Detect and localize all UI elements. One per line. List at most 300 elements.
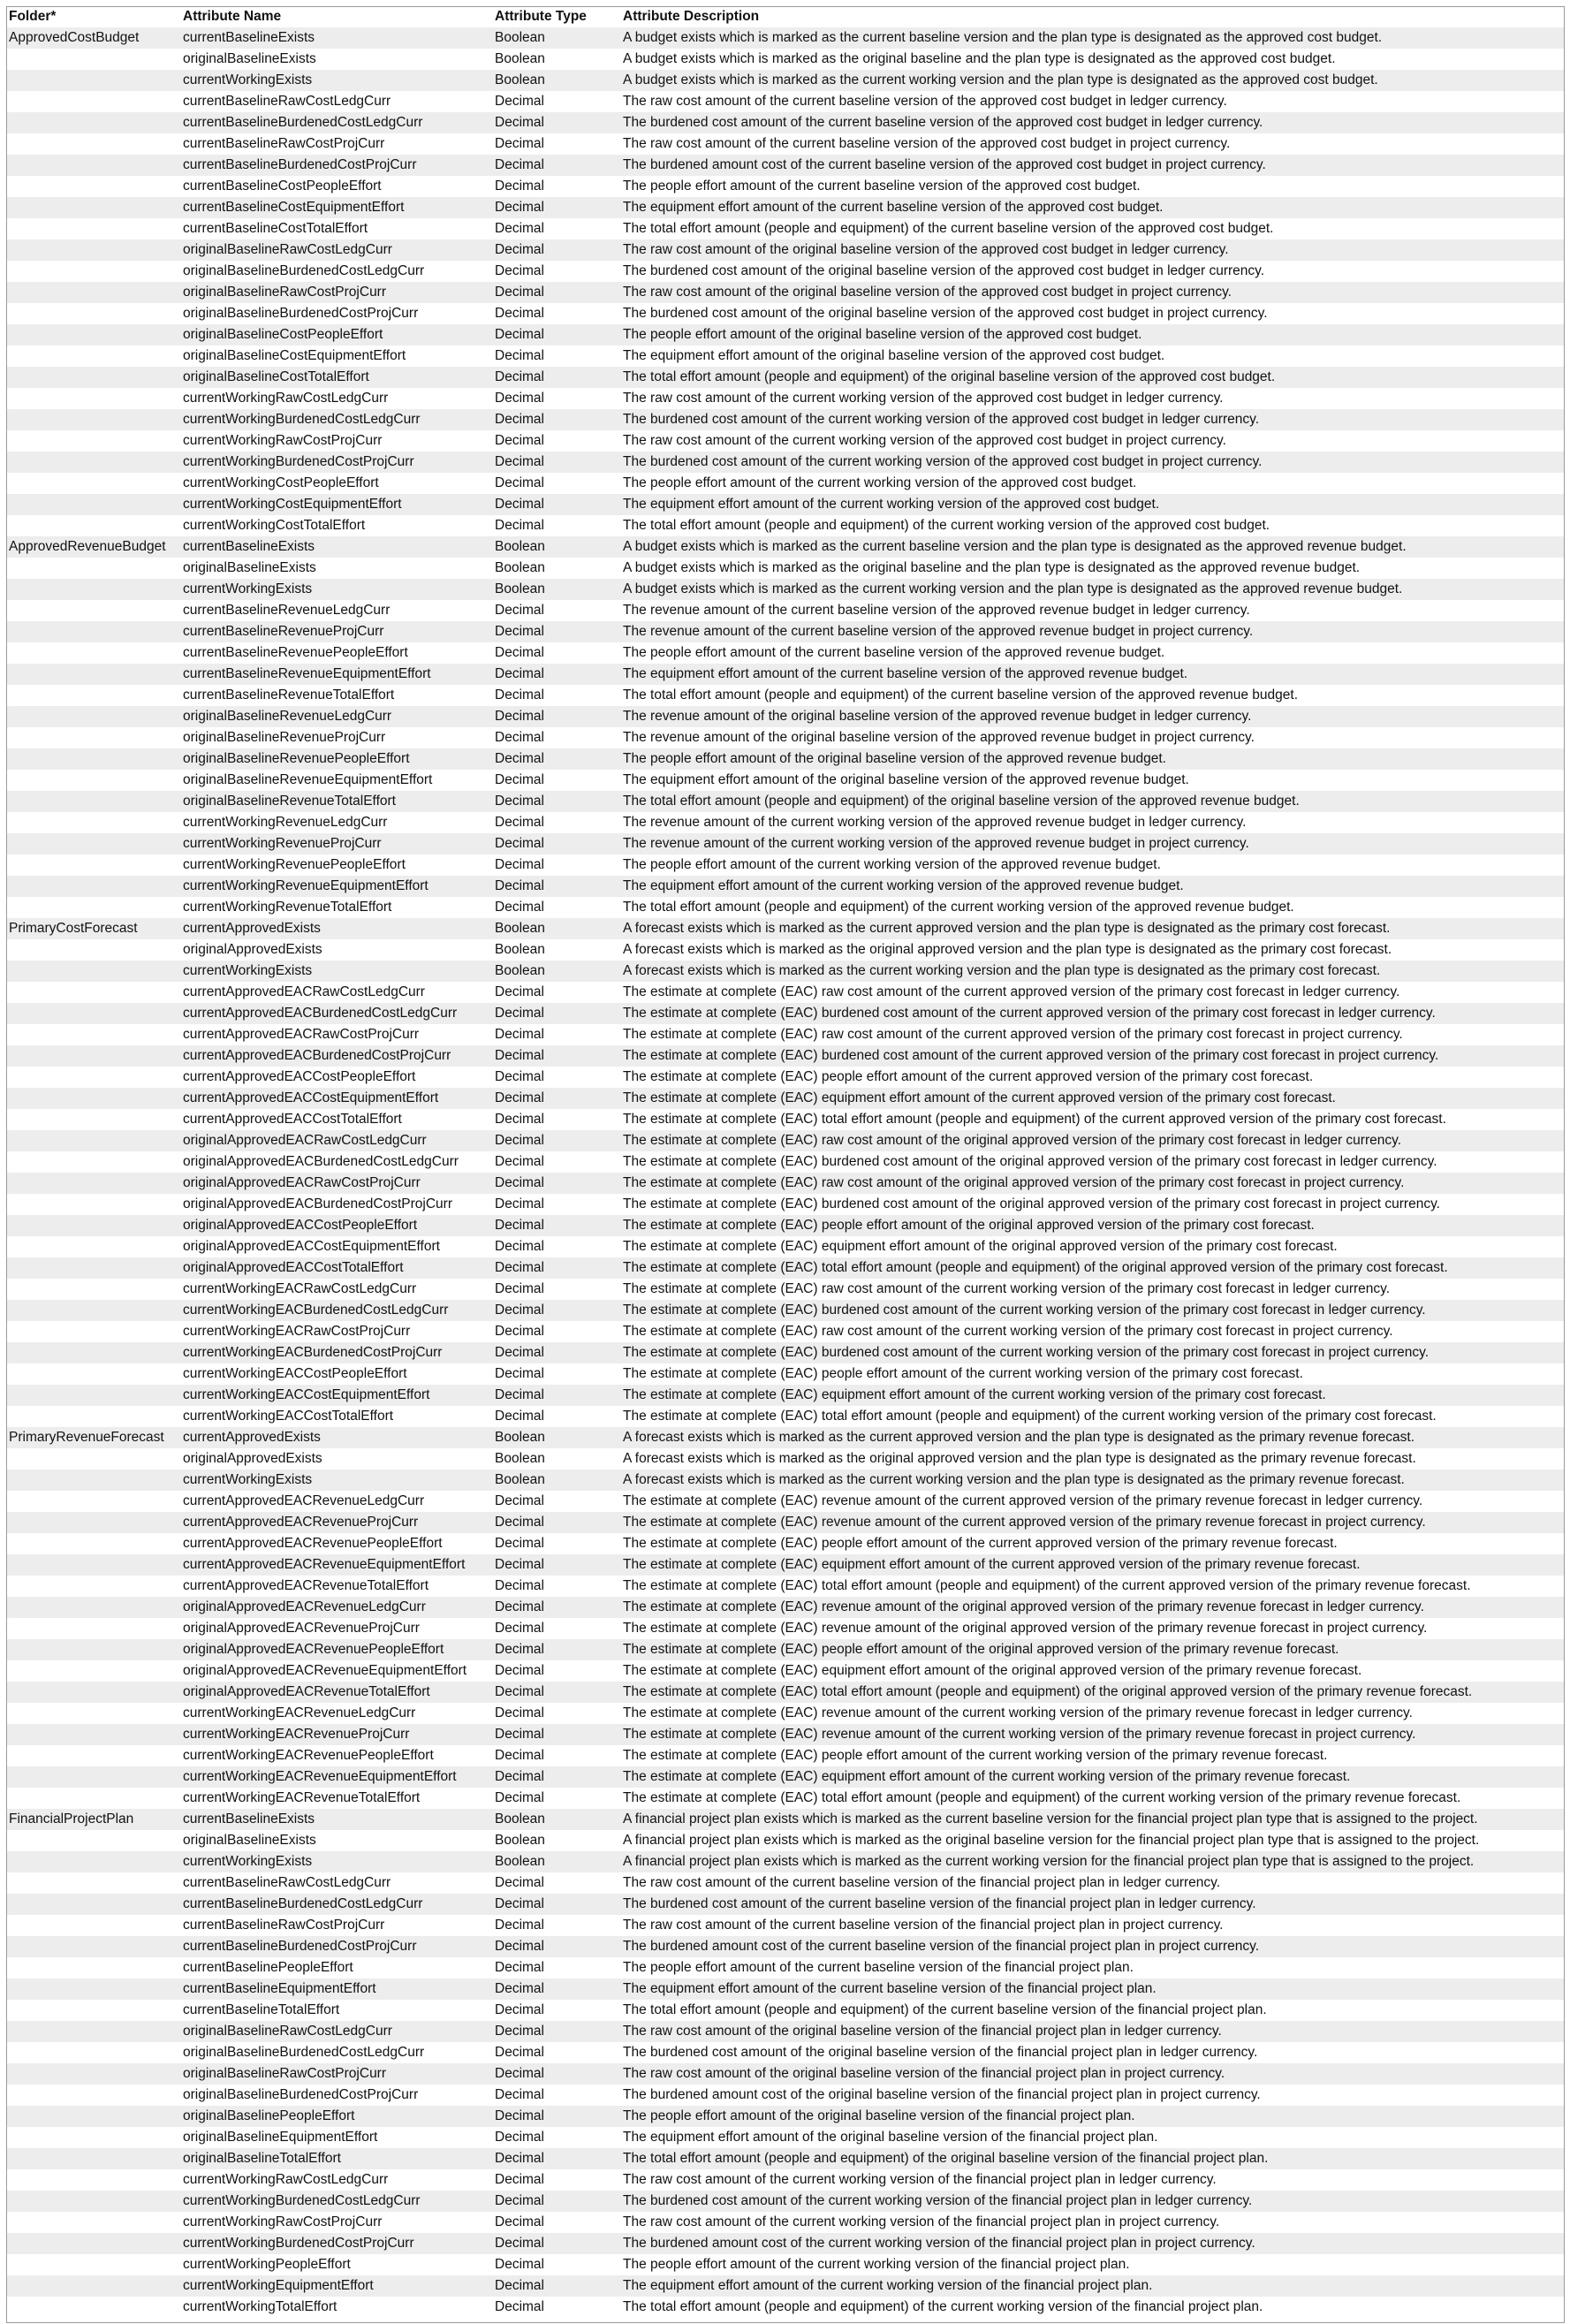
attribute-name-cell: originalApprovedEACRevenueLedgCurr	[183, 1599, 426, 1614]
attribute-name-cell: currentBaselineRevenueTotalEffort	[183, 687, 395, 703]
attribute-name-cell: currentWorkingEACBurdenedCostProjCurr	[183, 1345, 443, 1360]
attribute-description-cell: The raw cost amount of the current working version of the approved cost budget in project currency.	[623, 433, 1226, 448]
attribute-type-cell: Decimal	[495, 2214, 544, 2229]
attribute-name-cell: originalBaselineRevenueLedgCurr	[183, 709, 392, 724]
attribute-name-cell: originalBaselineExists	[183, 1833, 316, 1848]
attribute-type-cell: Decimal	[495, 1133, 544, 1148]
attribute-description-cell: The estimate at complete (EAC) people effort amount of the current working version of the primary cost forecast.	[623, 1366, 1303, 1381]
table-row	[7, 1936, 1564, 1957]
attribute-name-cell: originalApprovedEACRawCostLedgCurr	[183, 1133, 427, 1148]
table-row	[7, 1809, 1564, 1830]
table-row	[7, 1872, 1564, 1894]
attribute-name-cell: currentWorkingEACRevenuePeopleEffort	[183, 1748, 434, 1763]
attribute-type-cell: Decimal	[495, 1112, 544, 1127]
attribute-type-cell: Decimal	[495, 1790, 544, 1805]
column-header-attribute-name: Attribute Name	[183, 9, 282, 24]
attribute-name-cell: originalBaselineRevenuePeopleEffort	[183, 751, 410, 766]
table-row	[7, 621, 1564, 642]
attribute-type-cell: Decimal	[495, 1048, 544, 1063]
table-row	[7, 70, 1564, 91]
attribute-description-cell: The people effort amount of the original baseline version of the financial project plan.	[623, 2108, 1135, 2123]
attribute-name-cell: originalBaselineEquipmentEffort	[183, 2130, 378, 2145]
table-row	[7, 1448, 1564, 1470]
table-row	[7, 1300, 1564, 1321]
attribute-description-cell: The total effort amount (people and equipment) of the current baseline version of the approved revenue budget.	[623, 687, 1299, 703]
attribute-name-cell: currentBaselineExists	[183, 30, 315, 45]
attribute-description-cell: A forecast exists which is marked as the current working version and the plan type is designated as the primary cost forecast.	[623, 963, 1381, 978]
attribute-description-cell: The revenue amount of the original baseline version of the approved revenue budget in ledger currency.	[623, 709, 1252, 724]
attribute-type-cell: Decimal	[495, 1918, 544, 1933]
table-row	[7, 918, 1564, 939]
attribute-description-cell: The estimate at complete (EAC) raw cost amount of the current approved version of the primary cost forecast in ledger currency.	[623, 984, 1400, 999]
attribute-description-cell: The estimate at complete (EAC) raw cost amount of the current working version of the primary cost forecast in ledger currency.	[623, 1281, 1391, 1296]
attribute-type-cell: Decimal	[495, 1599, 544, 1614]
attribute-description-cell: The total effort amount (people and equipment) of the current working version of the approved cost budget.	[623, 518, 1270, 533]
table-row	[7, 642, 1564, 664]
table-row	[7, 1957, 1564, 1978]
attribute-type-cell: Decimal	[495, 1409, 544, 1424]
attribute-type-cell: Decimal	[495, 1663, 544, 1678]
table-row	[7, 430, 1564, 452]
attribute-name-cell: originalApprovedEACBurdenedCostProjCurr	[183, 1196, 452, 1211]
attribute-type-cell: Boolean	[495, 51, 545, 66]
attribute-type-cell: Decimal	[495, 200, 544, 215]
attribute-name-cell: currentWorkingBurdenedCostLedgCurr	[183, 2193, 421, 2208]
attribute-type-cell: Decimal	[495, 1684, 544, 1699]
table-row	[7, 1236, 1564, 1257]
attribute-name-cell: currentBaselineBurdenedCostProjCurr	[183, 157, 417, 172]
attribute-type-cell: Decimal	[495, 900, 544, 915]
attribute-type-cell: Decimal	[495, 815, 544, 830]
attribute-description-cell: The people effort amount of the current working version of the approved cost budget.	[623, 475, 1137, 490]
attribute-description-cell: The burdened amount cost of the current baseline version of the financial project plan in project currency.	[623, 1939, 1260, 1954]
attribute-description-cell: The raw cost amount of the current baseline version of the financial project plan in ledger currency.	[623, 1875, 1221, 1890]
attribute-type-cell: Decimal	[495, 1303, 544, 1318]
attribute-name-cell: currentWorkingEACCostTotalEffort	[183, 1409, 394, 1424]
table-row	[7, 1342, 1564, 1363]
attribute-name-cell: originalApprovedExists	[183, 1451, 322, 1466]
attribute-name-cell: originalBaselineBurdenedCostLedgCurr	[183, 2045, 425, 2060]
table-row	[7, 791, 1564, 812]
attribute-name-cell: currentWorkingBurdenedCostProjCurr	[183, 2236, 414, 2251]
attribute-name-cell: currentBaselineEquipmentEffort	[183, 1981, 376, 1996]
attribute-description-cell: The total effort amount (people and equipment) of the original baseline version of the financial project plan.	[623, 2151, 1269, 2166]
attribute-type-cell: Decimal	[495, 1239, 544, 1254]
attribute-description-cell: The total effort amount (people and equipment) of the current baseline version of the approved cost budget.	[623, 221, 1274, 236]
table-row	[7, 961, 1564, 982]
attribute-type-cell: Boolean	[495, 1811, 545, 1827]
attribute-name-cell: originalBaselineBurdenedCostProjCurr	[183, 2087, 419, 2102]
attribute-name-cell: originalBaselineExists	[183, 51, 316, 66]
header-row	[7, 6, 1564, 27]
attribute-description-cell: The equipment effort amount of the current working version of the approved revenue budget.	[623, 878, 1184, 893]
attribute-type-cell: Decimal	[495, 2193, 544, 2208]
attribute-description-cell: The estimate at complete (EAC) burdened cost amount of the current approved version of the primary cost forecast in ledger currency.	[623, 1006, 1436, 1021]
attribute-description-cell: The equipment effort amount of the current baseline version of the approved cost budget.	[623, 200, 1164, 215]
table-row	[7, 1279, 1564, 1300]
attribute-description-cell: The estimate at complete (EAC) revenue amount of the current working version of the primary revenue forecast in project currency.	[623, 1727, 1416, 1742]
attribute-type-cell: Decimal	[495, 1939, 544, 1954]
attribute-type-cell: Decimal	[495, 1218, 544, 1233]
table-row	[7, 2191, 1564, 2212]
attribute-type-cell: Decimal	[495, 1557, 544, 1572]
attribute-name-cell: currentBaselineRevenueLedgCurr	[183, 603, 391, 618]
table-row	[7, 1554, 1564, 1576]
attribute-description-cell: The equipment effort amount of the current working version of the financial project plan.	[623, 2278, 1153, 2293]
attribute-description-cell: The raw cost amount of the current working version of the financial project plan in project currency.	[623, 2214, 1220, 2229]
attribute-name-cell: currentWorkingEACRevenueTotalEffort	[183, 1790, 421, 1805]
table-row	[7, 1045, 1564, 1067]
attribute-type-cell: Decimal	[495, 221, 544, 236]
table-row	[7, 833, 1564, 854]
folder-cell: ApprovedCostBudget	[9, 30, 140, 45]
attribute-type-cell: Decimal	[495, 1366, 544, 1381]
table-row	[7, 1088, 1564, 1109]
attribute-type-cell: Decimal	[495, 1896, 544, 1911]
table-row	[7, 1109, 1564, 1130]
attribute-name-cell: currentWorkingEACRevenueProjCurr	[183, 1727, 410, 1742]
attribute-type-cell: Decimal	[495, 2130, 544, 2145]
table-row	[7, 982, 1564, 1003]
attribute-description-cell: The total effort amount (people and equipment) of the current baseline version of the financial project plan.	[623, 2002, 1267, 2017]
attribute-name-cell: originalBaselineCostTotalEffort	[183, 369, 369, 384]
table-row	[7, 2021, 1564, 2042]
attribute-description-cell: The revenue amount of the current working version of the approved revenue budget in ledger currency.	[623, 815, 1247, 830]
table-row	[7, 155, 1564, 176]
attribute-name-cell: currentWorkingBurdenedCostLedgCurr	[183, 412, 421, 427]
table-row	[7, 409, 1564, 430]
attribute-name-cell: currentWorkingExists	[183, 1472, 313, 1487]
attribute-name-cell: currentBaselineCostTotalEffort	[183, 221, 368, 236]
attribute-description-cell: The estimate at complete (EAC) equipment effort amount of the current working version of the primary cost forecast.	[623, 1387, 1326, 1402]
table-row	[7, 1470, 1564, 1491]
attribute-description-cell: The estimate at complete (EAC) equipment effort amount of the current working version of the primary revenue forecast.	[623, 1769, 1351, 1784]
attribute-name-cell: originalBaselineCostPeopleEffort	[183, 327, 383, 342]
table-row	[7, 473, 1564, 494]
table-row	[7, 1491, 1564, 1512]
attribute-description-cell: A budget exists which is marked as the original baseline and the plan type is designated as the approved cost budget.	[623, 51, 1336, 66]
attribute-name-cell: currentWorkingExists	[183, 963, 313, 978]
attribute-description-cell: The estimate at complete (EAC) burdened cost amount of the current working version of the primary cost forecast in ledger currency.	[623, 1303, 1426, 1318]
attribute-description-cell: The burdened cost amount of the current working version of the approved cost budget in ledger currency.	[623, 412, 1260, 427]
attribute-name-cell: currentBaselineRawCostProjCurr	[183, 1918, 385, 1933]
table-row	[7, 1406, 1564, 1427]
table-row	[7, 2127, 1564, 2148]
attribute-name-cell: currentApprovedEACBurdenedCostProjCurr	[183, 1048, 451, 1063]
table-row	[7, 2254, 1564, 2275]
table-row	[7, 1427, 1564, 1448]
attribute-description-cell: The burdened cost amount of the original baseline version of the approved cost budget in project currency.	[623, 306, 1268, 321]
attribute-type-cell: Decimal	[495, 2257, 544, 2272]
attribute-type-cell: Decimal	[495, 1260, 544, 1275]
table-row	[7, 748, 1564, 770]
attribute-description-cell: The raw cost amount of the original baseline version of the financial project plan in ledger currency.	[623, 2024, 1222, 2039]
table-row	[7, 112, 1564, 133]
attribute-description-cell: The estimate at complete (EAC) burdened cost amount of the original approved version of the primary cost forecast in project currency.	[623, 1196, 1440, 1211]
attribute-type-cell: Boolean	[495, 1472, 545, 1487]
attribute-description-cell: The total effort amount (people and equipment) of the current working version of the approved revenue budget.	[623, 900, 1294, 915]
attribute-name-cell: currentBaselineBurdenedCostLedgCurr	[183, 1896, 423, 1911]
table-row	[7, 303, 1564, 324]
attribute-name-cell: currentBaselineRawCostProjCurr	[183, 136, 385, 151]
table-row	[7, 1003, 1564, 1024]
attribute-type-cell: Boolean	[495, 581, 545, 596]
attribute-type-cell: Decimal	[495, 1196, 544, 1211]
attribute-type-cell: Decimal	[495, 1090, 544, 1105]
attribute-type-cell: Decimal	[495, 157, 544, 172]
attribute-name-cell: originalBaselineRawCostProjCurr	[183, 285, 387, 300]
table-row	[7, 1024, 1564, 1045]
attribute-type-cell: Decimal	[495, 1981, 544, 1996]
attribute-name-cell: currentBaselineExists	[183, 1811, 315, 1827]
attribute-description-cell: The raw cost amount of the current baseline version of the financial project plan in project currency.	[623, 1918, 1224, 1933]
attribute-type-cell: Decimal	[495, 518, 544, 533]
table-row	[7, 1130, 1564, 1151]
attribute-type-cell: Decimal	[495, 1069, 544, 1084]
attribute-type-cell: Decimal	[495, 306, 544, 321]
attribute-type-cell: Decimal	[495, 327, 544, 342]
attribute-type-cell: Decimal	[495, 751, 544, 766]
table-row	[7, 1173, 1564, 1194]
attribute-type-cell: Decimal	[495, 1748, 544, 1763]
table-row	[7, 770, 1564, 791]
table-row	[7, 2275, 1564, 2297]
attribute-type-cell: Decimal	[495, 1027, 544, 1042]
attribute-type-cell: Decimal	[495, 1493, 544, 1508]
attribute-description-cell: The equipment effort amount of the original baseline version of the approved revenue budget.	[623, 772, 1189, 787]
table-row	[7, 91, 1564, 112]
attribute-description-cell: The burdened cost amount of the original baseline version of the financial project plan in ledger currency.	[623, 2045, 1258, 2060]
attribute-type-cell: Boolean	[495, 1430, 545, 1445]
attribute-name-cell: currentWorkingRawCostProjCurr	[183, 2214, 383, 2229]
attribute-name-cell: originalBaselineBurdenedCostLedgCurr	[183, 263, 425, 278]
attribute-type-cell: Decimal	[495, 624, 544, 639]
attribute-name-cell: currentWorkingEACCostEquipmentEffort	[183, 1387, 430, 1402]
attribute-description-cell: The people effort amount of the original baseline version of the approved cost budget.	[623, 327, 1142, 342]
attribute-type-cell: Boolean	[495, 30, 545, 45]
table-row	[7, 1703, 1564, 1724]
attribute-type-cell: Boolean	[495, 921, 545, 936]
folder-cell: ApprovedRevenueBudget	[9, 539, 166, 554]
table-row	[7, 1894, 1564, 1915]
table-row	[7, 27, 1564, 49]
attribute-description-cell: The estimate at complete (EAC) equipment effort amount of the current approved version of the primary cost forecast.	[623, 1090, 1336, 1105]
attribute-name-cell: originalApprovedEACBurdenedCostLedgCurr	[183, 1154, 459, 1169]
attribute-name-cell: currentApprovedEACRevenueEquipmentEffort	[183, 1557, 466, 1572]
attribute-type-cell: Decimal	[495, 115, 544, 130]
table-row	[7, 218, 1564, 239]
attribute-description-cell: The equipment effort amount of the current working version of the approved cost budget.	[623, 497, 1160, 512]
attribute-type-cell: Decimal	[495, 1642, 544, 1657]
attribute-name-cell: currentApprovedEACRevenueLedgCurr	[183, 1493, 425, 1508]
attribute-description-cell: A forecast exists which is marked as the original approved version and the plan type is designated as the primary cost forecast.	[623, 942, 1392, 957]
attribute-type-cell: Decimal	[495, 2151, 544, 2166]
attribute-type-cell: Decimal	[495, 1175, 544, 1190]
attribute-description-cell: The estimate at complete (EAC) revenue amount of the current approved version of the primary revenue forecast in ledger currency.	[623, 1493, 1423, 1508]
attribute-description-cell: A financial project plan exists which is marked as the original baseline version for the financial project plan type that is assigned to the project.	[623, 1833, 1480, 1848]
attribute-name-cell: currentWorkingEACRevenueEquipmentEffort	[183, 1769, 457, 1784]
attribute-type-cell: Decimal	[495, 2172, 544, 2187]
attribute-name-cell: currentApprovedExists	[183, 921, 321, 936]
attribute-description-cell: The estimate at complete (EAC) people effort amount of the current approved version of the primary revenue forecast.	[623, 1536, 1338, 1551]
attribute-name-cell: currentApprovedEACRawCostLedgCurr	[183, 984, 425, 999]
table-row	[7, 876, 1564, 897]
table-row	[7, 939, 1564, 961]
table-row	[7, 324, 1564, 346]
attribute-description-cell: The raw cost amount of the original baseline version of the approved cost budget in ledger currency.	[623, 242, 1229, 257]
table-row	[7, 1639, 1564, 1660]
table-row	[7, 2000, 1564, 2021]
attribute-description-cell: The raw cost amount of the current baseline version of the approved cost budget in project currency.	[623, 136, 1231, 151]
attribute-description-cell: A budget exists which is marked as the original baseline and the plan type is designated as the approved revenue budget.	[623, 560, 1361, 575]
attribute-type-cell: Boolean	[495, 1451, 545, 1466]
table-row	[7, 2042, 1564, 2063]
attribute-type-cell: Decimal	[495, 1875, 544, 1890]
attribute-type-cell: Decimal	[495, 1536, 544, 1551]
attribute-description-cell: The estimate at complete (EAC) total effort amount (people and equipment) of the original approved version of the primary cost forecast.	[623, 1260, 1448, 1275]
table-row	[7, 197, 1564, 218]
attribute-description-cell: The estimate at complete (EAC) people effort amount of the original approved version of the primary cost forecast.	[623, 1218, 1315, 1233]
table-row	[7, 854, 1564, 876]
attribute-type-cell: Boolean	[495, 1854, 545, 1869]
attribute-description-cell: A budget exists which is marked as the current working version and the plan type is designated as the approved revenue budget.	[623, 581, 1403, 596]
attribute-name-cell: originalApprovedEACCostEquipmentEffort	[183, 1239, 440, 1254]
attribute-description-cell: The raw cost amount of the current baseline version of the approved cost budget in ledger currency.	[623, 94, 1227, 109]
attribute-name-cell: currentBaselinePeopleEffort	[183, 1960, 353, 1975]
attribute-type-cell: Decimal	[495, 391, 544, 406]
attribute-description-cell: The revenue amount of the current baseline version of the approved revenue budget in project currency.	[623, 624, 1254, 639]
table-row	[7, 1745, 1564, 1766]
table-row	[7, 2148, 1564, 2169]
attribute-description-cell: The estimate at complete (EAC) people effort amount of the current working version of the primary revenue forecast.	[623, 1748, 1328, 1763]
attribute-type-cell: Decimal	[495, 878, 544, 893]
attribute-type-cell: Decimal	[495, 1578, 544, 1593]
attribute-description-cell: The equipment effort amount of the original baseline version of the financial project plan.	[623, 2130, 1158, 2145]
attribute-name-cell: currentWorkingCostTotalEffort	[183, 518, 366, 533]
attribute-name-cell: currentWorkingExists	[183, 581, 313, 596]
attribute-type-cell: Decimal	[495, 136, 544, 151]
attribute-name-cell: currentBaselineCostPeopleEffort	[183, 178, 382, 194]
attribute-type-cell: Decimal	[495, 1154, 544, 1169]
attribute-description-cell: The people effort amount of the current baseline version of the financial project plan.	[623, 1960, 1134, 1975]
attribute-name-cell: originalApprovedEACCostTotalEffort	[183, 1260, 404, 1275]
attribute-description-cell: The estimate at complete (EAC) raw cost amount of the original approved version of the primary cost forecast in project currency.	[623, 1175, 1405, 1190]
attribute-description-cell: A budget exists which is marked as the current working version and the plan type is designated as the approved cost budget.	[623, 72, 1378, 87]
attribute-description-cell: The estimate at complete (EAC) total effort amount (people and equipment) of the current approved version of the primary revenue forecast.	[623, 1578, 1471, 1593]
attribute-description-cell: The revenue amount of the current working version of the approved revenue budget in project currency.	[623, 836, 1249, 851]
attribute-type-cell: Decimal	[495, 348, 544, 363]
folder-cell: FinancialProjectPlan	[9, 1811, 134, 1827]
folder-cell: PrimaryCostForecast	[9, 921, 138, 936]
attribute-type-cell: Decimal	[495, 1324, 544, 1339]
attribute-name-cell: originalApprovedEACRevenueEquipmentEffort	[183, 1663, 467, 1678]
table-row	[7, 1363, 1564, 1385]
table-row	[7, 452, 1564, 473]
attribute-type-cell: Decimal	[495, 285, 544, 300]
attribute-type-cell: Decimal	[495, 497, 544, 512]
table-row	[7, 897, 1564, 918]
attribute-type-cell: Decimal	[495, 2236, 544, 2251]
table-row	[7, 536, 1564, 558]
attribute-description-cell: The estimate at complete (EAC) revenue amount of the original approved version of the primary revenue forecast in project currency.	[623, 1621, 1428, 1636]
attribute-name-cell: currentWorkingEACRevenueLedgCurr	[183, 1705, 416, 1720]
attribute-description-cell: The equipment effort amount of the current baseline version of the approved revenue budget.	[623, 666, 1188, 681]
attribute-description-cell: The raw cost amount of the current working version of the financial project plan in ledger currency.	[623, 2172, 1217, 2187]
attribute-name-cell: currentApprovedEACBurdenedCostLedgCurr	[183, 1006, 458, 1021]
attribute-name-cell: currentApprovedEACRevenueProjCurr	[183, 1515, 419, 1530]
attribute-name-cell: currentWorkingPeopleEffort	[183, 2257, 351, 2272]
attribute-name-cell: currentWorkingRawCostProjCurr	[183, 433, 383, 448]
attribute-name-cell: currentWorkingRevenuePeopleEffort	[183, 857, 406, 872]
table-row	[7, 1682, 1564, 1703]
attribute-description-cell: The estimate at complete (EAC) total effort amount (people and equipment) of the current working version of the primary cost forecast.	[623, 1409, 1437, 1424]
attribute-description-cell: A budget exists which is marked as the current baseline version and the plan type is designated as the approved cost budget.	[623, 30, 1383, 45]
attribute-name-cell: currentWorkingEACBurdenedCostLedgCurr	[183, 1303, 449, 1318]
table-row	[7, 706, 1564, 727]
attribute-description-cell: The estimate at complete (EAC) burdened cost amount of the original approved version of the primary cost forecast in ledger currency.	[623, 1154, 1437, 1169]
table-row	[7, 1851, 1564, 1872]
attribute-name-cell: currentWorkingTotalEffort	[183, 2299, 338, 2314]
attribute-description-cell: The burdened cost amount of the current working version of the financial project plan in ledger currency.	[623, 2193, 1253, 2208]
table-row	[7, 239, 1564, 261]
attribute-description-cell: A budget exists which is marked as the current baseline version and the plan type is designated as the approved revenue budget.	[623, 539, 1407, 554]
attribute-name-cell: currentBaselineTotalEffort	[183, 2002, 340, 2017]
table-row	[7, 1597, 1564, 1618]
attribute-name-cell: currentApprovedEACRevenuePeopleEffort	[183, 1536, 443, 1551]
attribute-name-cell: originalApprovedEACRawCostProjCurr	[183, 1175, 421, 1190]
table-row	[7, 1978, 1564, 2000]
attribute-description-cell: A financial project plan exists which is marked as the current baseline version for the financial project plan type that is assigned to the project.	[623, 1811, 1478, 1827]
table-row	[7, 49, 1564, 70]
attribute-description-cell: The burdened amount cost of the original baseline version of the financial project plan in project currency.	[623, 2087, 1261, 2102]
table-row	[7, 2085, 1564, 2106]
attribute-name-cell: currentWorkingEACCostPeopleEffort	[183, 1366, 407, 1381]
attribute-name-cell: currentBaselineRevenueProjCurr	[183, 624, 384, 639]
attribute-type-cell: Decimal	[495, 1769, 544, 1784]
attribute-type-cell: Decimal	[495, 1515, 544, 1530]
attribute-type-cell: Boolean	[495, 942, 545, 957]
attribute-type-cell: Decimal	[495, 1387, 544, 1402]
folder-cell: PrimaryRevenueForecast	[9, 1430, 164, 1445]
attribute-type-cell: Decimal	[495, 433, 544, 448]
attribute-description-cell: The burdened amount cost of the current working version of the financial project plan in project currency.	[623, 2236, 1255, 2251]
attribute-name-cell: currentBaselineRawCostLedgCurr	[183, 94, 391, 109]
attribute-name-cell: originalBaselineBurdenedCostProjCurr	[183, 306, 419, 321]
attribute-name-cell: originalBaselineRawCostLedgCurr	[183, 2024, 392, 2039]
attribute-description-cell: The burdened cost amount of the original baseline version of the approved cost budget in ledger currency.	[623, 263, 1265, 278]
attribute-name-cell: originalApprovedEACRevenueProjCurr	[183, 1621, 420, 1636]
table-row	[7, 1618, 1564, 1639]
attribute-description-cell: A forecast exists which is marked as the current working version and the plan type is designated as the primary revenue forecast.	[623, 1472, 1405, 1487]
attribute-description-cell: The estimate at complete (EAC) burdened cost amount of the current approved version of the primary cost forecast in project currency.	[623, 1048, 1439, 1063]
attribute-type-cell: Decimal	[495, 645, 544, 660]
attribute-description-cell: The estimate at complete (EAC) people effort amount of the current approved version of the primary cost forecast.	[623, 1069, 1314, 1084]
table-row	[7, 282, 1564, 303]
attribute-name-cell: currentWorkingRawCostLedgCurr	[183, 2172, 389, 2187]
attribute-name-cell: currentApprovedEACRawCostProjCurr	[183, 1027, 420, 1042]
attribute-description-cell: The burdened cost amount of the current baseline version of the financial project plan in ledger currency.	[623, 1896, 1256, 1911]
attribute-type-cell: Decimal	[495, 2108, 544, 2123]
attribute-description-cell: The estimate at complete (EAC) total effort amount (people and equipment) of the current working version of the primary revenue forecast.	[623, 1790, 1461, 1805]
attribute-description-cell: The estimate at complete (EAC) raw cost amount of the original approved version of the primary cost forecast in ledger currency.	[623, 1133, 1402, 1148]
attribute-type-cell: Decimal	[495, 1727, 544, 1742]
attribute-description-cell: The raw cost amount of the current working version of the approved cost budget in ledger currency.	[623, 391, 1224, 406]
attribute-type-cell: Decimal	[495, 1960, 544, 1975]
attribute-name-cell: currentApprovedEACCostPeopleEffort	[183, 1069, 416, 1084]
attribute-description-cell: The estimate at complete (EAC) revenue amount of the current approved version of the primary revenue forecast in project currency.	[623, 1515, 1426, 1530]
attribute-type-cell: Decimal	[495, 2087, 544, 2102]
attribute-name-cell: currentBaselineBurdenedCostProjCurr	[183, 1939, 417, 1954]
